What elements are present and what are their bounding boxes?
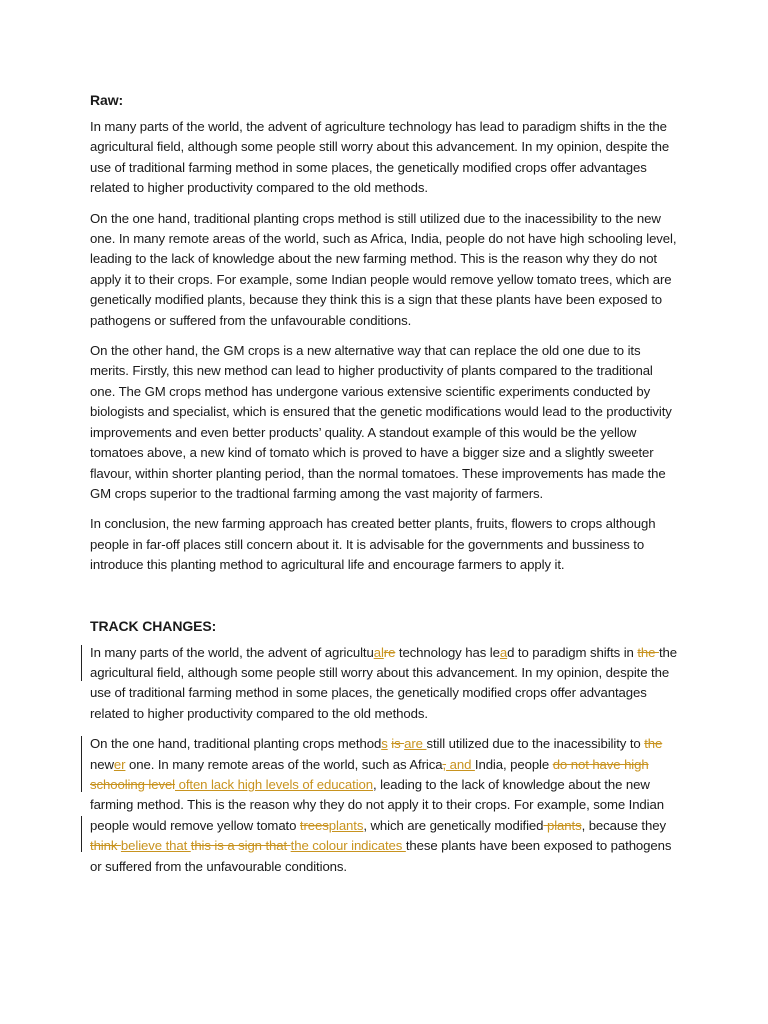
deleted-text: think xyxy=(90,838,121,854)
text-run: the agricultural field, although some people still worry about this advancement. In my opinion, despite the use of traditional farming method in some places, the genetically modified crops offer advantages related to higher productivity compared to the old methods. xyxy=(90,644,678,721)
deleted-text: plants xyxy=(543,817,582,833)
document-body xyxy=(90,92,680,887)
raw-paragraph-4: In conclusion, the new farming approach has created better plants, fruits, flowers to crops although people in far-off places still concern about it. It is advisable for the governments and bussiness to introduce this planting method to agricultural life and encourage farmers to apply it. xyxy=(90,516,656,573)
inserted-text: s xyxy=(381,736,388,752)
text-run: India, people xyxy=(474,756,553,772)
track-changes-paragraph-1 xyxy=(90,643,680,725)
text-run: , because they xyxy=(581,817,666,833)
text-run: On the one hand, traditional planting crops method xyxy=(90,736,382,752)
raw-heading: Raw: xyxy=(90,92,124,108)
inserted-text: er xyxy=(113,756,126,772)
deleted-text: , xyxy=(442,756,447,772)
inserted-text: plants xyxy=(328,817,364,833)
inserted-text: often lack high levels of education xyxy=(175,776,374,792)
inserted-text: and xyxy=(446,756,475,772)
text-run: d to paradigm shifts in xyxy=(507,644,638,660)
text-run: In many parts of the world, the advent of agricultu xyxy=(90,644,374,660)
text-run: these plants have been exposed to pathogens or suffered from the unfavourable conditions. xyxy=(90,838,672,874)
deleted-text: the xyxy=(637,644,659,660)
inserted-text: the colour indicates xyxy=(290,838,406,854)
inserted-text: are xyxy=(404,736,427,752)
change-bar xyxy=(81,736,82,792)
deleted-text: is xyxy=(391,736,405,752)
deleted-text: this is a sign that xyxy=(190,838,291,854)
raw-paragraph-1: In many parts of the world, the advent of agriculture technology has lead to paradigm shifts in the the agricultural field, although some people still worry about this advancement. In my opinion, despite the use of traditional farming method in some places, the genetically modified crops offer advantages related to higher productivity compared to the old methods. xyxy=(90,119,670,196)
track-changes-paragraph-2-wrap xyxy=(90,734,680,877)
raw-paragraph-2: On the one hand, traditional planting crops method is still utilized due to the inacessibility to the new one. In many remote areas of the world, such as Africa, India, people do not have high schooling level, leading to the lack of knowledge about the new farming method. This is the reason why they do not apply it to their crops. For example, some Indian people would remove yellow tomato trees, which are genetically modified plants, because they think this is a sign that these plants have been exposed to pathogens or suffered from the unfavourable conditions. xyxy=(90,210,677,328)
text-run: new xyxy=(90,756,114,772)
track-changes-paragraph-1-wrap xyxy=(90,643,680,725)
raw-paragraph-3: On the other hand, the GM crops is a new alternative way that can replace the old one due to its merits. Firstly, this new method can lead to higher productivity of plants compared to the traditional one. The GM crops method has undergone various extensive scientific experiments conducted by biologists and specialist, which is ensured that the genetic modifications would lead to the productivity improvements and even better products’ quality. A standout example of this would be the yellow tomatoes above, a new kind of tomato which is proved to have a bigger size and a slightly sweeter flavour, within shorter planting period, than the normal tomatoes. These improvements has made the GM crops superior to the tradtional farming among the vast majority of farmers. xyxy=(90,343,672,501)
text-run: , leading to the lack of knowledge about the new farming method. This is the reason why they do not apply it to their crops. For example, some Indian people would remove yellow tomato xyxy=(90,776,664,833)
deleted-text: re xyxy=(383,644,396,660)
text-run: technology has le xyxy=(395,644,500,660)
inserted-text: believe that xyxy=(120,838,191,854)
inserted-text: a xyxy=(499,644,508,660)
deleted-text: trees xyxy=(299,817,329,833)
text-run: , which are genetically modified xyxy=(363,817,544,833)
track-changes-heading: TRACK CHANGES: xyxy=(90,617,217,634)
track-changes-paragraph-2 xyxy=(90,734,680,877)
deleted-text: do not have high schooling level xyxy=(90,756,649,792)
change-bar xyxy=(81,816,82,852)
deleted-text: the xyxy=(644,736,663,752)
text-run: one. In many remote areas of the world, such as Africa xyxy=(125,756,443,772)
section-spacer xyxy=(90,586,680,618)
change-bar xyxy=(81,645,82,681)
inserted-text: al xyxy=(373,644,384,660)
text-run: still utilized due to the inacessibility to xyxy=(426,736,645,752)
